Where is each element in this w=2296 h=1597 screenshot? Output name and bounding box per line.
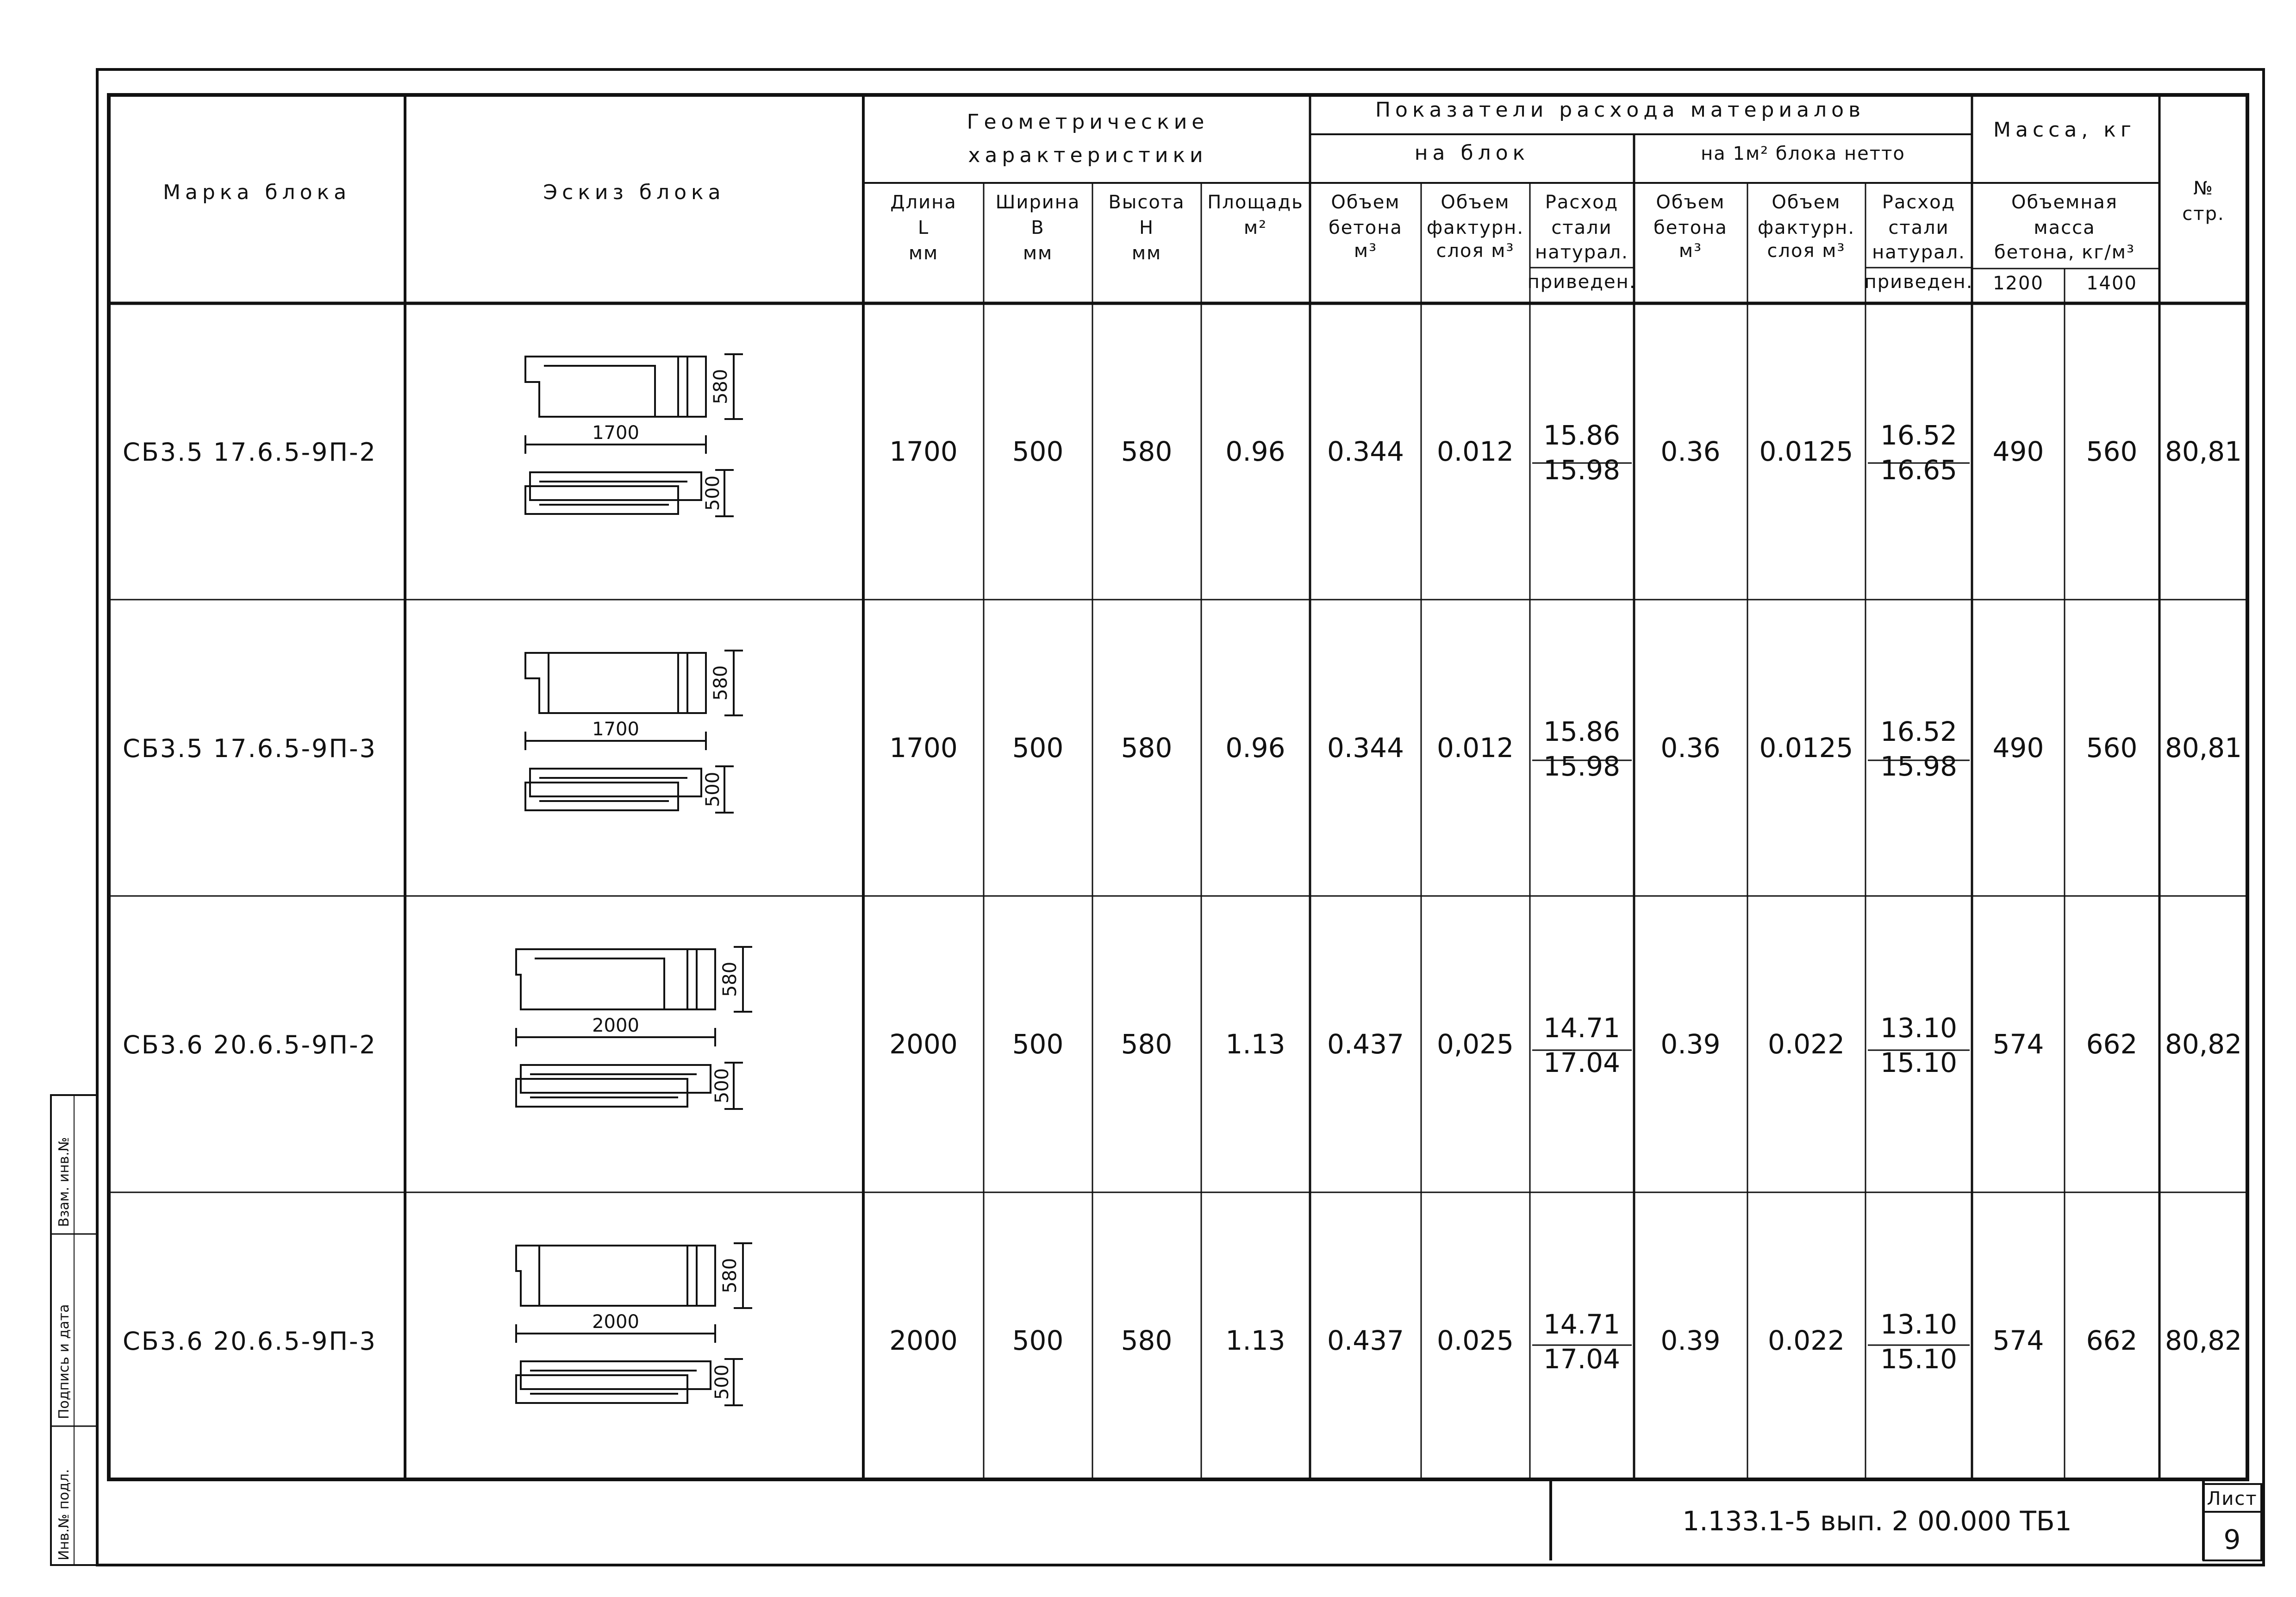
col-steel-3: натурал. — [1535, 242, 1628, 263]
steel-natural: 15.86 — [1543, 716, 1621, 747]
length-value: 2000 — [889, 1325, 958, 1356]
steel-natural: 14.71 — [1543, 1309, 1621, 1340]
facing-volume: 0.012 — [1436, 436, 1514, 467]
side-stamp-inv: Инв.№ подл. — [56, 1469, 72, 1560]
steel-m2-natural: 16.52 — [1880, 420, 1958, 451]
header-geom-2: характеристики — [968, 144, 1208, 167]
sketch-dim-width: 500 — [702, 771, 724, 808]
length-value: 1700 — [889, 732, 958, 764]
col-area-2: м² — [1243, 217, 1267, 238]
col-steel-m2-reduced: приведен. — [1864, 271, 1973, 293]
sketch-dim-length: 1700 — [592, 422, 639, 444]
steel-m2-natural: 13.10 — [1880, 1012, 1958, 1044]
steel-reduced: 15.98 — [1543, 454, 1621, 486]
concrete-volume-m2: 0.39 — [1660, 1325, 1721, 1356]
sketch-dim-length: 2000 — [592, 1311, 639, 1333]
sketch-dim-height: 580 — [710, 665, 731, 701]
col-density-1: Объемная — [2011, 192, 2118, 213]
facing-volume-m2: 0.0125 — [1759, 436, 1853, 467]
mass-1400: 662 — [2086, 1028, 2138, 1060]
table-row — [123, 354, 2242, 516]
header-geom-1: Геометрические — [967, 110, 1209, 134]
col-facing-3: слоя м³ — [1436, 240, 1515, 262]
col-length-2: L — [917, 217, 930, 238]
sketch-dim-length: 2000 — [592, 1015, 639, 1036]
sketch-dim-height: 580 — [710, 369, 731, 405]
header-mark: Марка блока — [162, 181, 351, 204]
col-concrete-1: Объем — [1331, 192, 1400, 213]
width-value: 500 — [1012, 732, 1064, 764]
facing-volume: 0,025 — [1436, 1028, 1514, 1060]
col-steel-1: Расход — [1545, 192, 1619, 213]
area-value: 1.13 — [1225, 1325, 1285, 1356]
concrete-volume: 0.344 — [1327, 732, 1404, 764]
steel-m2-reduced: 15.10 — [1880, 1343, 1958, 1375]
table-row — [123, 1243, 2242, 1405]
col-height-2: H — [1139, 217, 1154, 238]
col-concrete-m2-2: бетона — [1653, 217, 1728, 238]
col-length-3: мм — [908, 243, 939, 264]
steel-reduced: 17.04 — [1543, 1343, 1621, 1375]
col-density-3: бетона, кг/м³ — [1994, 242, 2135, 263]
header-per-block: на блок — [1414, 141, 1530, 165]
facing-volume: 0.025 — [1436, 1325, 1514, 1356]
col-facing-m2-2: фактурн. — [1757, 217, 1855, 238]
col-facing-m2-1: Объем — [1772, 192, 1841, 213]
header-sketch: Эскиз блока — [543, 181, 725, 204]
col-area-1: Площадь — [1207, 192, 1304, 213]
height-value: 580 — [1121, 732, 1173, 764]
header-per-m2: на 1м² блока нетто — [1701, 143, 1905, 164]
side-stamp-sign: Подпись и дата — [56, 1304, 72, 1419]
sheet-number: 9 — [2223, 1524, 2241, 1555]
facing-volume-m2: 0.0125 — [1759, 732, 1853, 764]
block-mark: СБ3.6 20.6.5-9П-2 — [123, 1030, 377, 1059]
concrete-volume-m2: 0.36 — [1660, 732, 1721, 764]
concrete-volume: 0.437 — [1327, 1325, 1404, 1356]
page-ref: 80,82 — [2165, 1325, 2242, 1356]
steel-m2-reduced: 15.98 — [1880, 751, 1958, 782]
header-page-no: № — [2193, 178, 2214, 199]
col-height-1: Высота — [1108, 192, 1185, 213]
height-value: 580 — [1121, 436, 1173, 467]
sketch-dim-height: 580 — [719, 961, 741, 997]
col-steel-m2-2: стали — [1888, 217, 1949, 238]
col-density-2: масса — [2034, 217, 2096, 238]
col-concrete-m2-1: Объем — [1656, 192, 1725, 213]
page-ref: 80,82 — [2165, 1028, 2242, 1060]
area-value: 0.96 — [1225, 436, 1285, 467]
mass-1400: 662 — [2086, 1325, 2138, 1356]
page-ref: 80,81 — [2165, 436, 2242, 467]
col-concrete-2: бетона — [1329, 217, 1403, 238]
page-ref: 80,81 — [2165, 732, 2242, 764]
mass-1200: 574 — [1992, 1028, 2044, 1060]
col-concrete-m2-3: м³ — [1678, 240, 1703, 262]
col-width-2: B — [1031, 217, 1045, 238]
area-value: 0.96 — [1225, 732, 1285, 764]
col-steel-2: стали — [1551, 217, 1612, 238]
table-row — [123, 651, 2242, 813]
table-row — [123, 947, 2242, 1109]
block-sketch — [516, 1243, 752, 1405]
col-steel-m2-1: Расход — [1882, 192, 1956, 213]
facing-volume-m2: 0.022 — [1767, 1028, 1845, 1060]
col-height-3: мм — [1131, 243, 1162, 264]
length-value: 1700 — [889, 436, 958, 467]
col-steel-m2-3: натурал. — [1872, 242, 1965, 263]
concrete-volume: 0.437 — [1327, 1028, 1404, 1060]
steel-reduced: 17.04 — [1543, 1047, 1621, 1078]
steel-m2-reduced: 16.65 — [1880, 454, 1958, 486]
sketch-dim-height: 580 — [719, 1258, 741, 1294]
col-facing-1: Объем — [1441, 192, 1510, 213]
outer-frame — [97, 69, 2264, 1565]
header-page-str: стр. — [2182, 203, 2225, 225]
facing-volume: 0.012 — [1436, 732, 1514, 764]
width-value: 500 — [1012, 1028, 1064, 1060]
mass-1200: 490 — [1992, 436, 2044, 467]
mass-1400: 560 — [2086, 732, 2138, 764]
area-value: 1.13 — [1225, 1028, 1285, 1060]
length-value: 2000 — [889, 1028, 958, 1060]
header-mass: Масса, кг — [1993, 118, 2136, 142]
col-concrete-3: м³ — [1354, 240, 1378, 262]
drawing-code: 1.133.1-5 вып. 2 00.000 ТБ1 — [1682, 1505, 2072, 1537]
height-value: 580 — [1121, 1028, 1173, 1060]
sheet-label: Лист — [2207, 1488, 2258, 1509]
steel-m2-reduced: 15.10 — [1880, 1047, 1958, 1078]
height-value: 580 — [1121, 1325, 1173, 1356]
width-value: 500 — [1012, 436, 1064, 467]
col-length-1: Длина — [890, 192, 957, 213]
col-density-1400: 1400 — [2086, 273, 2137, 294]
col-width-1: Ширина — [995, 192, 1080, 213]
block-sketch — [525, 651, 743, 813]
block-sketch — [525, 354, 743, 516]
sketch-dim-width: 500 — [702, 475, 724, 511]
col-facing-m2-3: слоя м³ — [1767, 240, 1846, 262]
concrete-volume: 0.344 — [1327, 436, 1404, 467]
sketch-dim-length: 1700 — [592, 719, 639, 740]
col-facing-2: фактурн. — [1426, 217, 1524, 238]
steel-reduced: 15.98 — [1543, 751, 1621, 782]
block-mark: СБ3.6 20.6.5-9П-3 — [123, 1327, 377, 1356]
concrete-volume-m2: 0.36 — [1660, 436, 1721, 467]
steel-m2-natural: 16.52 — [1880, 716, 1958, 747]
side-stamp-replace: Взам. инв.№ — [56, 1137, 72, 1227]
block-mark: СБ3.5 17.6.5-9П-3 — [123, 734, 377, 763]
sketch-dim-width: 500 — [711, 1068, 733, 1104]
mass-1200: 490 — [1992, 732, 2044, 764]
mass-1200: 574 — [1992, 1325, 2044, 1356]
col-density-1200: 1200 — [1993, 273, 2044, 294]
width-value: 500 — [1012, 1325, 1064, 1356]
steel-natural: 15.86 — [1543, 420, 1621, 451]
block-sketch — [516, 947, 752, 1109]
facing-volume-m2: 0.022 — [1767, 1325, 1845, 1356]
col-width-3: мм — [1023, 243, 1053, 264]
mass-1400: 560 — [2086, 436, 2138, 467]
sketch-dim-width: 500 — [711, 1364, 733, 1400]
header-materials: Показатели расхода материалов — [1375, 98, 1866, 122]
steel-natural: 14.71 — [1543, 1012, 1621, 1044]
col-steel-reduced: приведен. — [1527, 271, 1636, 293]
concrete-volume-m2: 0.39 — [1660, 1028, 1721, 1060]
block-mark: СБ3.5 17.6.5-9П-2 — [123, 438, 377, 467]
steel-m2-natural: 13.10 — [1880, 1309, 1958, 1340]
